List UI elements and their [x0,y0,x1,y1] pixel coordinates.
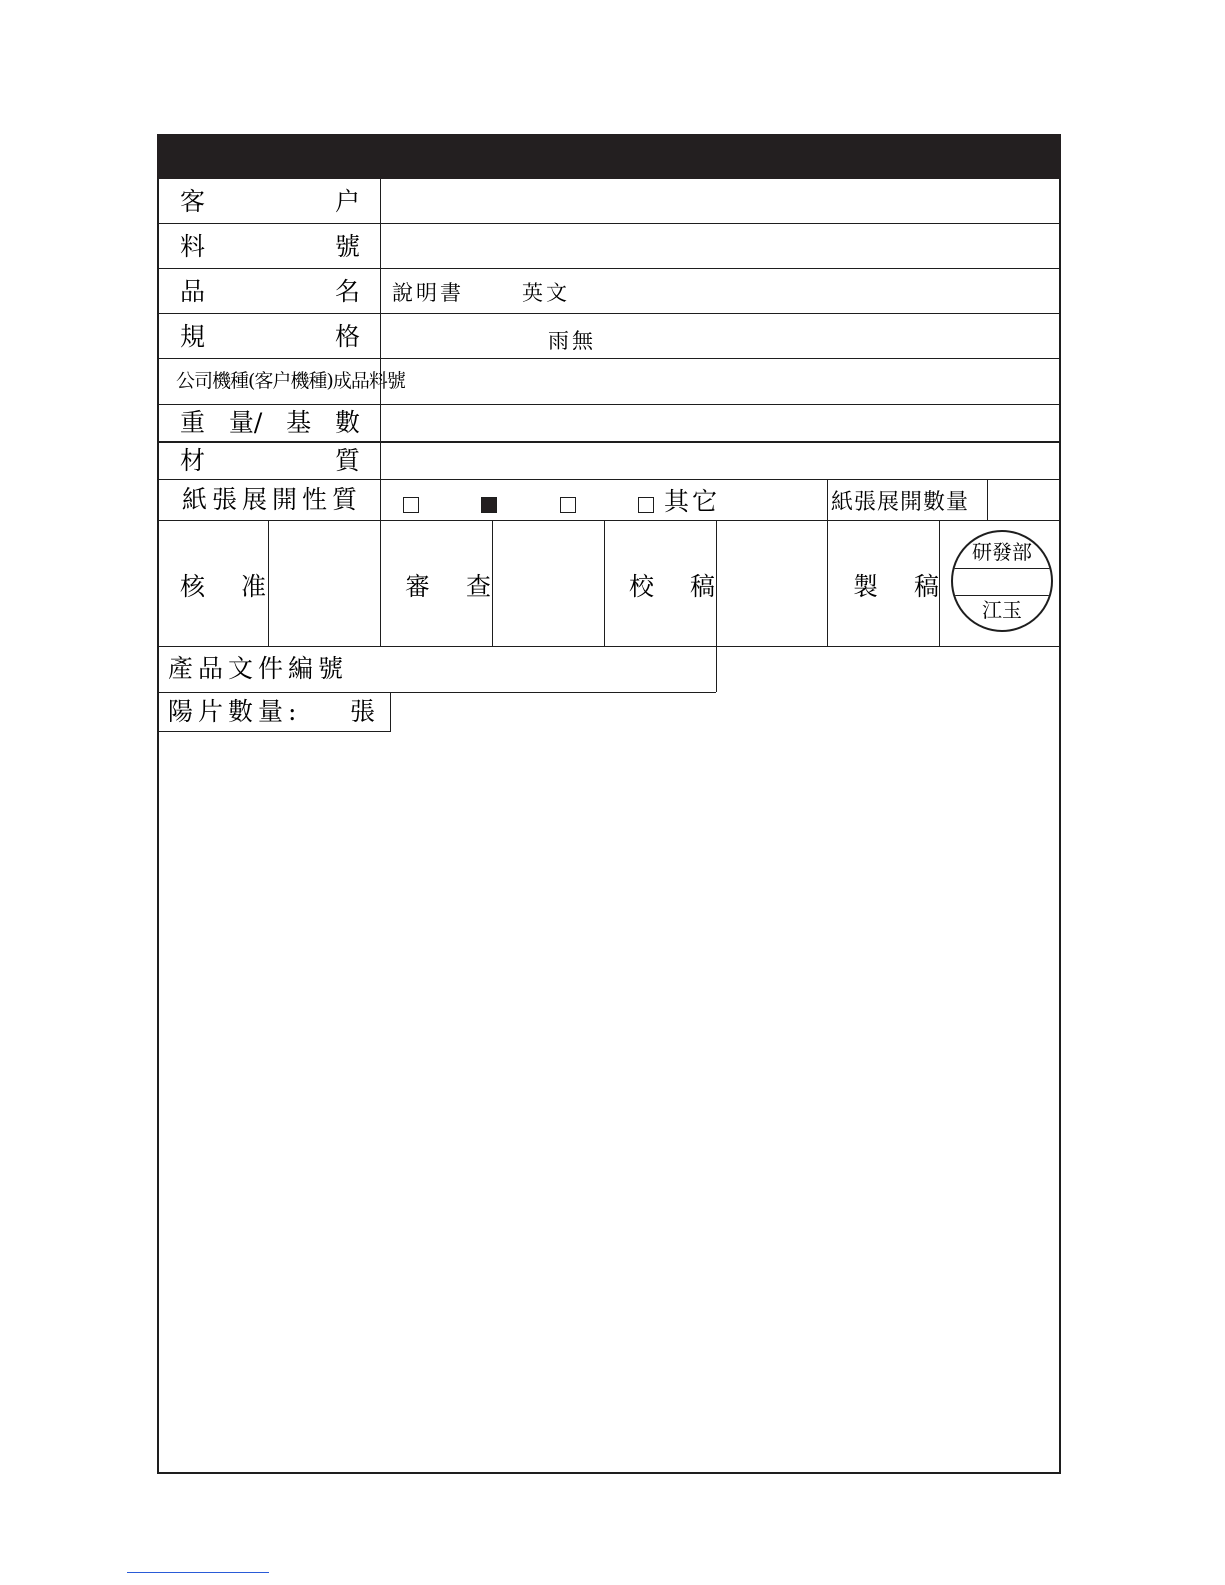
stamp-department: 研發部 [972,540,1032,564]
paper-nature-label: 紙張展開性質 [182,485,363,514]
label-char: 量/ [228,408,263,437]
product-name-value[interactable]: 說明書 英文 [392,281,571,305]
part-number-label [180,232,360,262]
label-char: 規 [180,322,206,351]
film-count-divider [390,692,391,731]
product-name-label [180,277,360,307]
label-char: 質 [334,446,360,475]
form-header-bar [157,134,1061,179]
row-divider [157,731,391,732]
approve-label: 核 准 [180,572,280,601]
paper-count-label: 紙張展開數量 [831,490,970,515]
label-char: 户 [334,187,360,216]
row-divider [157,313,1061,314]
film-count-label: 陽片數量: [168,697,302,726]
label-char: 名 [334,277,360,306]
paper-option-1-checkbox[interactable] [403,497,419,513]
drafted-label: 製 稿 [853,572,953,601]
document-number-label: 產品文件編號 [168,654,349,683]
label-char: 基 [286,408,312,437]
weight-label [180,408,360,438]
paper-option-2-checkbox[interactable] [481,497,497,513]
row-divider [157,358,1061,359]
customer-label [180,187,360,217]
model-part-number-label: 公司機種(客户機種)成品料號 [176,370,405,392]
label-char: 料 [180,232,206,261]
stamp-divider [953,568,1051,569]
stamp-name: 江玉 [982,598,1022,622]
row-divider [157,404,1061,405]
row-divider [157,520,1061,521]
label-char: 格 [334,322,360,351]
row-divider [157,268,1061,269]
label-char: 品 [180,277,206,306]
row-divider [157,646,1061,647]
label-column-divider [380,179,381,520]
row-divider [157,223,1061,224]
paper-option-3-checkbox[interactable] [560,497,576,513]
approval-divider [604,520,605,646]
film-count-unit: 張 [350,697,376,726]
approval-divider [716,520,717,692]
review-label: 審 查 [405,572,505,601]
specification-label [180,322,360,352]
specification-value[interactable]: 雨無 [548,329,596,353]
row-divider [157,692,716,693]
approval-divider [380,520,381,646]
count-value-divider [987,479,988,520]
row-divider [157,479,1061,480]
count-label-divider [827,479,828,520]
label-char: 重 [180,408,206,437]
label-char: 客 [180,187,206,216]
row-divider [157,441,1061,443]
paper-option-other-label: 其它 [664,487,721,516]
material-label [180,446,360,476]
stamp-divider [953,595,1051,596]
approval-divider [827,520,828,646]
page-link-underline[interactable] [127,1572,269,1573]
paper-option-other-checkbox[interactable] [638,497,654,513]
department-seal-stamp [951,530,1053,632]
label-char: 材 [180,446,206,475]
label-char: 數 [334,408,360,437]
label-char: 號 [334,232,360,261]
proofread-label: 校 稿 [629,572,729,601]
